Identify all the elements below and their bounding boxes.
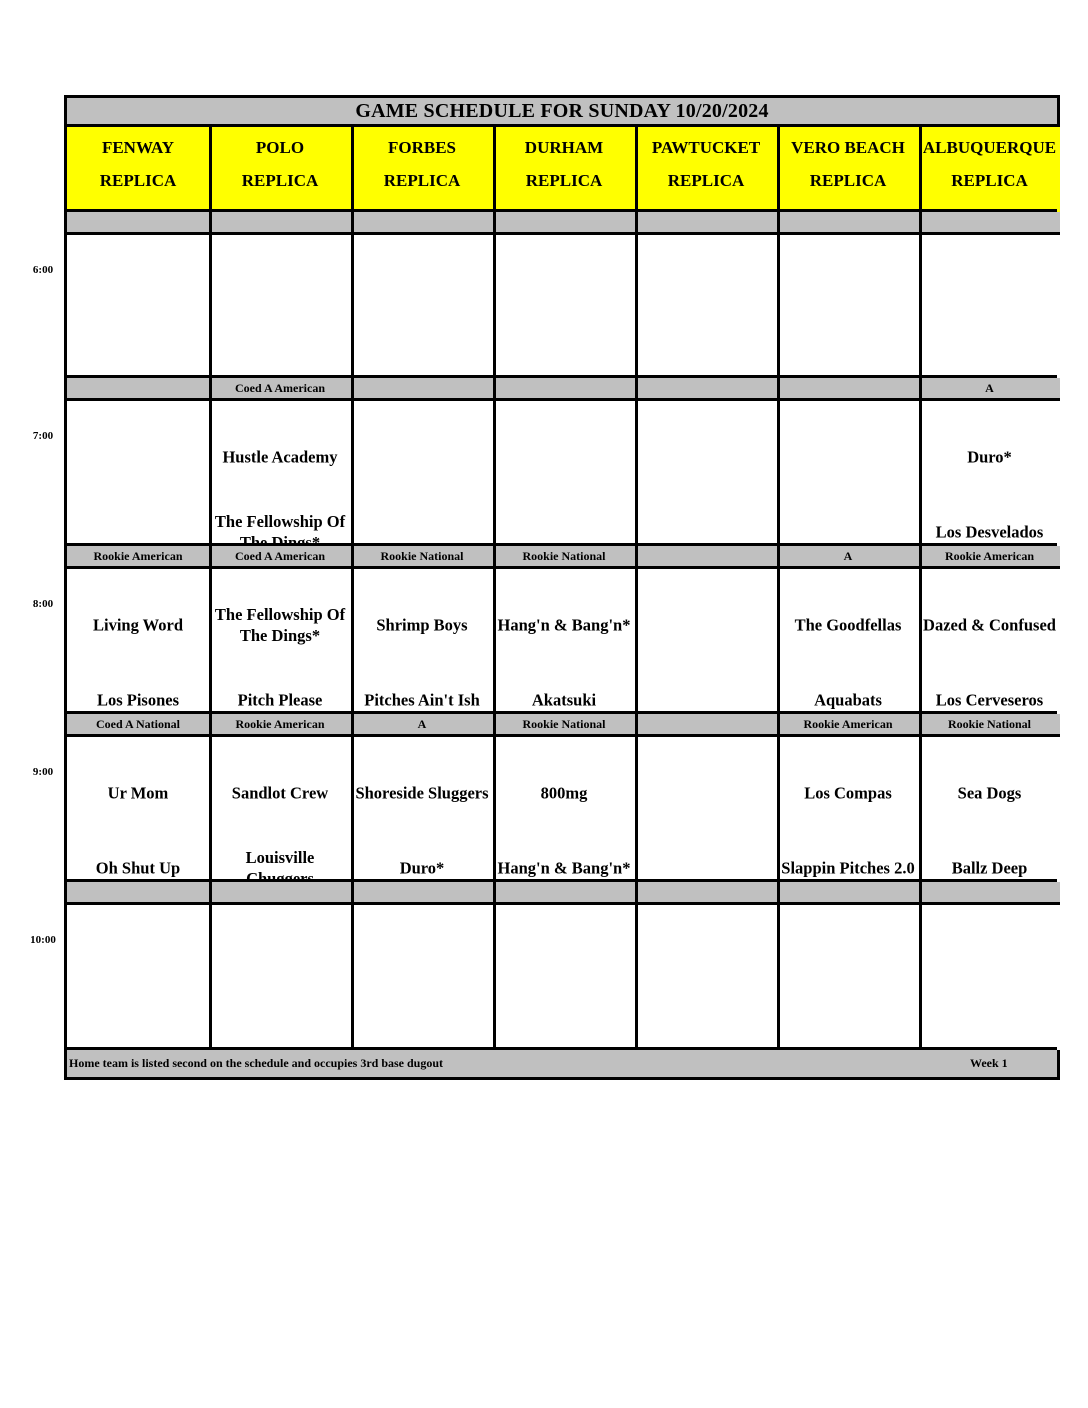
division-label: A <box>777 546 919 566</box>
division-label: Rookie National <box>493 714 635 734</box>
home-team: Aquabats <box>814 690 882 710</box>
grid-line <box>67 711 1057 714</box>
division-label <box>67 378 209 398</box>
field-name: ALBUQUERQUE <box>922 138 1057 157</box>
grid-line <box>67 902 1057 905</box>
game-cell <box>777 235 919 380</box>
field-subtitle: REPLICA <box>525 171 603 190</box>
time-label: 8:00 <box>32 598 54 610</box>
field-header <box>351 127 493 212</box>
division-label <box>777 212 919 232</box>
away-team: Sandlot Crew <box>231 783 329 803</box>
division-label: Rookie American <box>777 714 919 734</box>
division-label: Rookie American <box>209 714 351 734</box>
away-team: The Goodfellas <box>794 615 902 635</box>
game-cell <box>67 737 209 882</box>
game-cell <box>351 905 493 1050</box>
grid-line <box>67 1047 1057 1050</box>
home-team: Los Cerveseros <box>935 690 1044 710</box>
home-team: Pitches Ain't Ish <box>364 690 480 710</box>
home-team: Ballz Deep <box>951 858 1028 878</box>
field-header <box>209 127 351 212</box>
game-cell <box>493 401 635 546</box>
division-label <box>351 212 493 232</box>
game-cell <box>67 235 209 380</box>
division-label <box>493 378 635 398</box>
grid-line <box>67 209 1057 212</box>
division-label <box>67 212 209 232</box>
field-name: FORBES <box>387 138 457 157</box>
home-team: Akatsuki <box>531 690 597 710</box>
game-cell <box>493 905 635 1050</box>
home-team: The Fellowship Of <box>214 512 346 531</box>
time-label: 6:00 <box>32 264 54 276</box>
game-cell <box>777 401 919 546</box>
away-team: The Fellowship Of The Dings* <box>214 605 346 645</box>
game-cell <box>209 569 351 714</box>
field-name: DURHAM <box>524 138 604 157</box>
game-cell <box>351 235 493 380</box>
game-cell <box>209 905 351 1050</box>
grid-line <box>67 375 1057 378</box>
division-label <box>635 212 777 232</box>
away-team: Duro* <box>967 447 1012 467</box>
grid-line <box>919 127 922 1047</box>
game-cell <box>919 569 1060 714</box>
home-team: Oh Shut Up <box>95 858 181 878</box>
game-cell <box>493 737 635 882</box>
away-team: Hang'n & Bang'n* <box>497 615 631 635</box>
grid-line <box>209 127 212 1047</box>
time-label: 9:00 <box>32 766 54 778</box>
game-cell <box>493 235 635 380</box>
home-team: Los Pisones <box>96 690 180 710</box>
division-label: Coed A American <box>209 378 351 398</box>
away-team: Ur Mom <box>107 783 169 803</box>
grid-line <box>67 566 1057 569</box>
game-cell <box>635 737 777 882</box>
schedule-title: GAME SCHEDULE FOR SUNDAY 10/20/2024 <box>67 98 1057 127</box>
field-subtitle: REPLICA <box>241 171 319 190</box>
game-cell <box>635 569 777 714</box>
division-label: A <box>919 378 1060 398</box>
field-name: VERO BEACH <box>791 138 905 157</box>
game-cell <box>351 401 493 546</box>
division-label <box>209 882 351 902</box>
field-name: PAWTUCKET <box>651 138 761 157</box>
game-cell <box>635 401 777 546</box>
game-cell <box>209 235 351 380</box>
game-cell <box>351 569 493 714</box>
game-cell <box>777 905 919 1050</box>
schedule-table <box>64 95 1060 1080</box>
home-team: Duro* <box>399 858 445 878</box>
week-label: Week 1 <box>970 1056 1008 1070</box>
grid-line <box>67 734 1057 737</box>
grid-line <box>67 398 1057 401</box>
division-label <box>635 378 777 398</box>
field-name: POLO <box>255 138 305 157</box>
field-subtitle: REPLICA <box>667 171 745 190</box>
division-label <box>67 882 209 902</box>
division-label: Coed A National <box>67 714 209 734</box>
field-header <box>635 127 777 212</box>
game-cell <box>351 737 493 882</box>
division-label <box>493 882 635 902</box>
game-cell <box>67 401 209 546</box>
field-name: FENWAY <box>101 138 175 157</box>
game-cell <box>919 905 1060 1050</box>
game-cell <box>777 569 919 714</box>
away-team: Sea Dogs <box>957 783 1022 803</box>
field-header <box>493 127 635 212</box>
game-cell <box>67 905 209 1050</box>
field-header <box>67 127 209 212</box>
game-cell <box>493 569 635 714</box>
game-cell <box>635 905 777 1050</box>
division-label <box>635 714 777 734</box>
away-team: Hustle Academy <box>222 447 338 467</box>
field-subtitle: REPLICA <box>99 171 177 190</box>
game-cell <box>919 235 1060 380</box>
away-team: Los Compas <box>804 783 892 803</box>
away-team: Dazed & Confused <box>923 615 1056 635</box>
division-label: Rookie National <box>493 546 635 566</box>
home-team: Slappin Pitches 2.0 <box>781 858 915 878</box>
away-team: 800mg <box>540 783 588 803</box>
home-team: Pitch Please <box>237 690 323 710</box>
grid-line <box>67 232 1057 235</box>
grid-line <box>351 127 354 1047</box>
division-label: Coed A American <box>209 546 351 566</box>
home-team: Hang'n & Bang'n* <box>497 858 631 878</box>
division-label <box>351 378 493 398</box>
division-label <box>351 882 493 902</box>
schedule-footer <box>67 1048 1057 1077</box>
division-label: Rookie National <box>919 714 1060 734</box>
game-cell <box>67 569 209 714</box>
division-label <box>635 546 777 566</box>
division-label <box>777 378 919 398</box>
away-team: Shrimp Boys <box>376 615 468 635</box>
field-subtitle: REPLICA <box>809 171 887 190</box>
game-cell <box>209 737 351 882</box>
time-label: 10:00 <box>30 934 56 946</box>
home-team: Louisville <box>245 848 315 867</box>
game-cell <box>919 401 1060 546</box>
away-team: Living Word <box>92 615 184 635</box>
grid-line <box>67 879 1057 882</box>
division-label <box>493 212 635 232</box>
footer-note: Home team is listed second on the schedule and occupies 3rd base dugout <box>69 1056 444 1070</box>
time-label: 7:00 <box>32 430 54 442</box>
grid-line <box>493 127 496 1047</box>
away-team: Shoreside Sluggers <box>355 783 489 803</box>
game-cell <box>209 401 351 546</box>
home-team: Los Desvelados <box>935 522 1044 542</box>
game-cell <box>777 737 919 882</box>
division-label: Rookie American <box>67 546 209 566</box>
field-subtitle: REPLICA <box>951 171 1028 190</box>
grid-line <box>635 127 638 1047</box>
division-label: Rookie American <box>919 546 1060 566</box>
division-label <box>635 882 777 902</box>
field-header <box>777 127 919 212</box>
field-subtitle: REPLICA <box>383 171 461 190</box>
division-label <box>919 212 1060 232</box>
division-label: A <box>351 714 493 734</box>
grid-line <box>777 127 780 1047</box>
division-label <box>777 882 919 902</box>
field-header <box>919 127 1060 212</box>
grid-line <box>67 543 1057 546</box>
game-cell <box>635 235 777 380</box>
game-cell <box>919 737 1060 882</box>
division-label <box>919 882 1060 902</box>
division-label: Rookie National <box>351 546 493 566</box>
division-label <box>209 212 351 232</box>
